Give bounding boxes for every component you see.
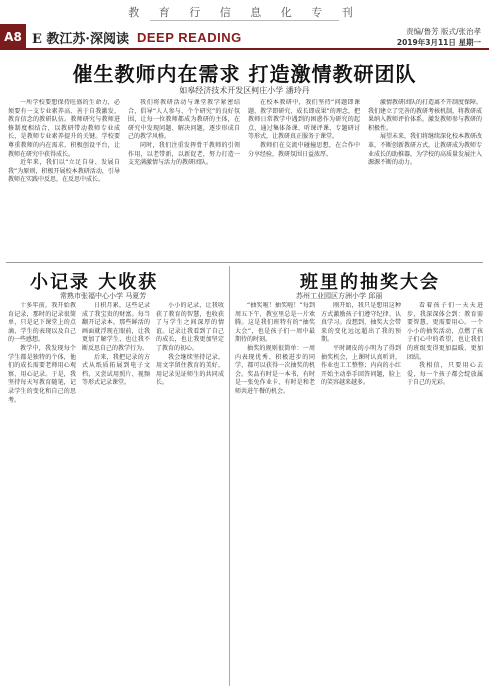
left-article-column-3 [156,302,224,686]
left-article-title: 小记录 大收获 [30,272,159,293]
paragraph: 后来，我把记录的方式从纸质拓展到电子文档，又尝试用照片、视频等形式记录课堂。 [82,353,150,387]
page-number: A8 [0,24,26,50]
paragraph: 我会继续坚持记录，用文字留住教育的美好，用记录见证师生的共同成长。 [156,353,224,387]
lead-article-column-2 [128,99,240,259]
top-banner [0,0,489,24]
right-article-column-3 [407,302,483,686]
section-divider [6,262,483,263]
paragraph: 刚开始，我只是想用这种方式激励孩子们遵守纪律、认真学习。没想到，抽奖大会带来的变化远远超出了我的预期。 [321,302,401,344]
right-article-column-2 [321,302,401,686]
lead-article-column-4 [368,99,482,259]
right-article-title: 班里的抽奖大会 [300,272,440,293]
paragraph: “抽奖啦！抽奖啦！”每到周五下午，教室里总是一片欢腾。这是我们班特有的“抽奖大会”，也是孩子们一周中最期待的时刻。 [235,302,315,344]
lead-article-column-1 [8,99,120,259]
editor-line: 责编/鲁芳 版式/张治孝 [406,27,481,36]
paragraph: 抽奖的规则很简单：一周内表现优秀、积极进步的同学，都可以获得一次抽奖的机会。奖品有时是一本书，有时是一张免作业卡，有时是和老师共进午餐的机会。 [235,344,315,395]
paragraph: 平时调皮的小明为了得到抽奖机会，上课时认真听讲，作业也工工整整；内向的小红开始主动举手回答问题，脸上的笑容越来越多。 [321,344,401,387]
column-divider [229,266,230,686]
header-meta [397,26,481,48]
paragraph: 十多年前，我开始教育记录，那时的记录很简单，只是记下课堂上的点滴、学生的表现以及自己的一些感想。 [8,302,76,344]
lead-article-column-3 [248,99,360,259]
right-article-byline: 苏州工业园区方洲小学 邱丽 [296,292,383,300]
left-article-byline: 常熟市张福中心小学 马夏芳 [60,292,147,300]
issue-date: 2019年3月11日 星期一 [396,38,481,47]
page-header [0,24,489,50]
header-rule [26,48,489,50]
paragraph: 小小的记录，让我收获了教育的智慧，也收获了与学生之间深厚的情谊。记录让我看到了自己的成长，也让我更加坚定了教育的初心。 [156,302,224,352]
lead-article-byline: 如皋经济技术开发区柯庄小学 潘玲丹 [179,86,310,95]
paragraph: 在校本教研中，我们坚持“问题即课题、教学即研究、成长即成果”的理念，把教师日常教学中遇到的困惑作为研究的起点，通过集体备课、听课评课、专题研讨等形式，让教研真正服务于课堂。 [248,99,360,141]
paragraph: 近年来，我们以“立足自身、发展自我”为原则，积极开展校本教研活动，引导教师在实践中反思，在反思中成长。 [8,159,120,184]
paragraph: 展望未来，我们将继续深化校本教研改革，不断创新教研方式，让教研成为教师专业成长的助推器，为学校的高质量发展注入源源不断的动力。 [368,133,482,167]
paragraph: 教师们在交流中碰撞思想，在合作中分享经验，教研氛围日益浓厚。 [248,141,360,158]
paragraph: 我们将教研活动与课堂教学紧密结合，倡导“人人参与、个个研究”的良好氛围，让每一位教师都成为教研的主体，在研究中发现问题、解决问题，逐步形成自己的教学风格。 [128,99,240,141]
column-title: E 教江苏·深阅读 [32,31,129,47]
lead-article-title: 催生教师内在需求 打造激情教研团队 [72,62,417,86]
left-article-column-2 [82,302,150,686]
paragraph: 看着孩子们一天天进步，我深深体会到：教育需要智慧，更需要用心。一个小小的抽奖活动，点燃了孩子们心中的希望，也让我们的班级变得更加温暖、更加团结。 [407,302,483,361]
left-article-column-1 [8,302,76,686]
paragraph: 激情教研团队的打造离不开制度保障。我们建立了完善的教研考核机制，将教研成果纳入教师评价体系，激发教师参与教研的积极性。 [368,99,482,132]
paragraph: 我相信，只要用心去爱，每一个孩子都会绽放属于自己的光彩。 [407,362,483,387]
paragraph: 日积月累，这些记录成了我宝贵的财富。每当翻开记录本，那些鲜活的画面就浮现在眼前，让我更加了解学生，也让我不断反思自己的教学行为。 [82,302,150,352]
paragraph: 同时，我们注重发挥骨干教师的引领作用，以老带新，以新促老，努力打造一支充满激情与活力的教研团队。 [128,141,240,167]
banner-rule [150,20,339,21]
paragraph: 一所学校要想保持旺盛的生命力，必须要有一支专业素养高、善于自我激发、教育信念的教研队伍。教师研究与教师进修制度相结合，以教研带动教师专业成长，是教师专业素养提升的关键。学校要尊重教师的内在需求，积极创设平台，让教师在研究中获得成长。 [8,99,120,158]
paragraph: 教学中，我发现每个学生都是独特的个体，他们的成长需要老师用心观察、用心记录。于是，我坚持每天写教育随笔，记录学生的变化和自己的思考。 [8,344,76,404]
banner-text: 教 育 行 信 息 化 专 刊 [128,6,361,19]
right-article-column-1 [235,302,315,686]
column-title-english: DEEP READING [136,29,242,45]
